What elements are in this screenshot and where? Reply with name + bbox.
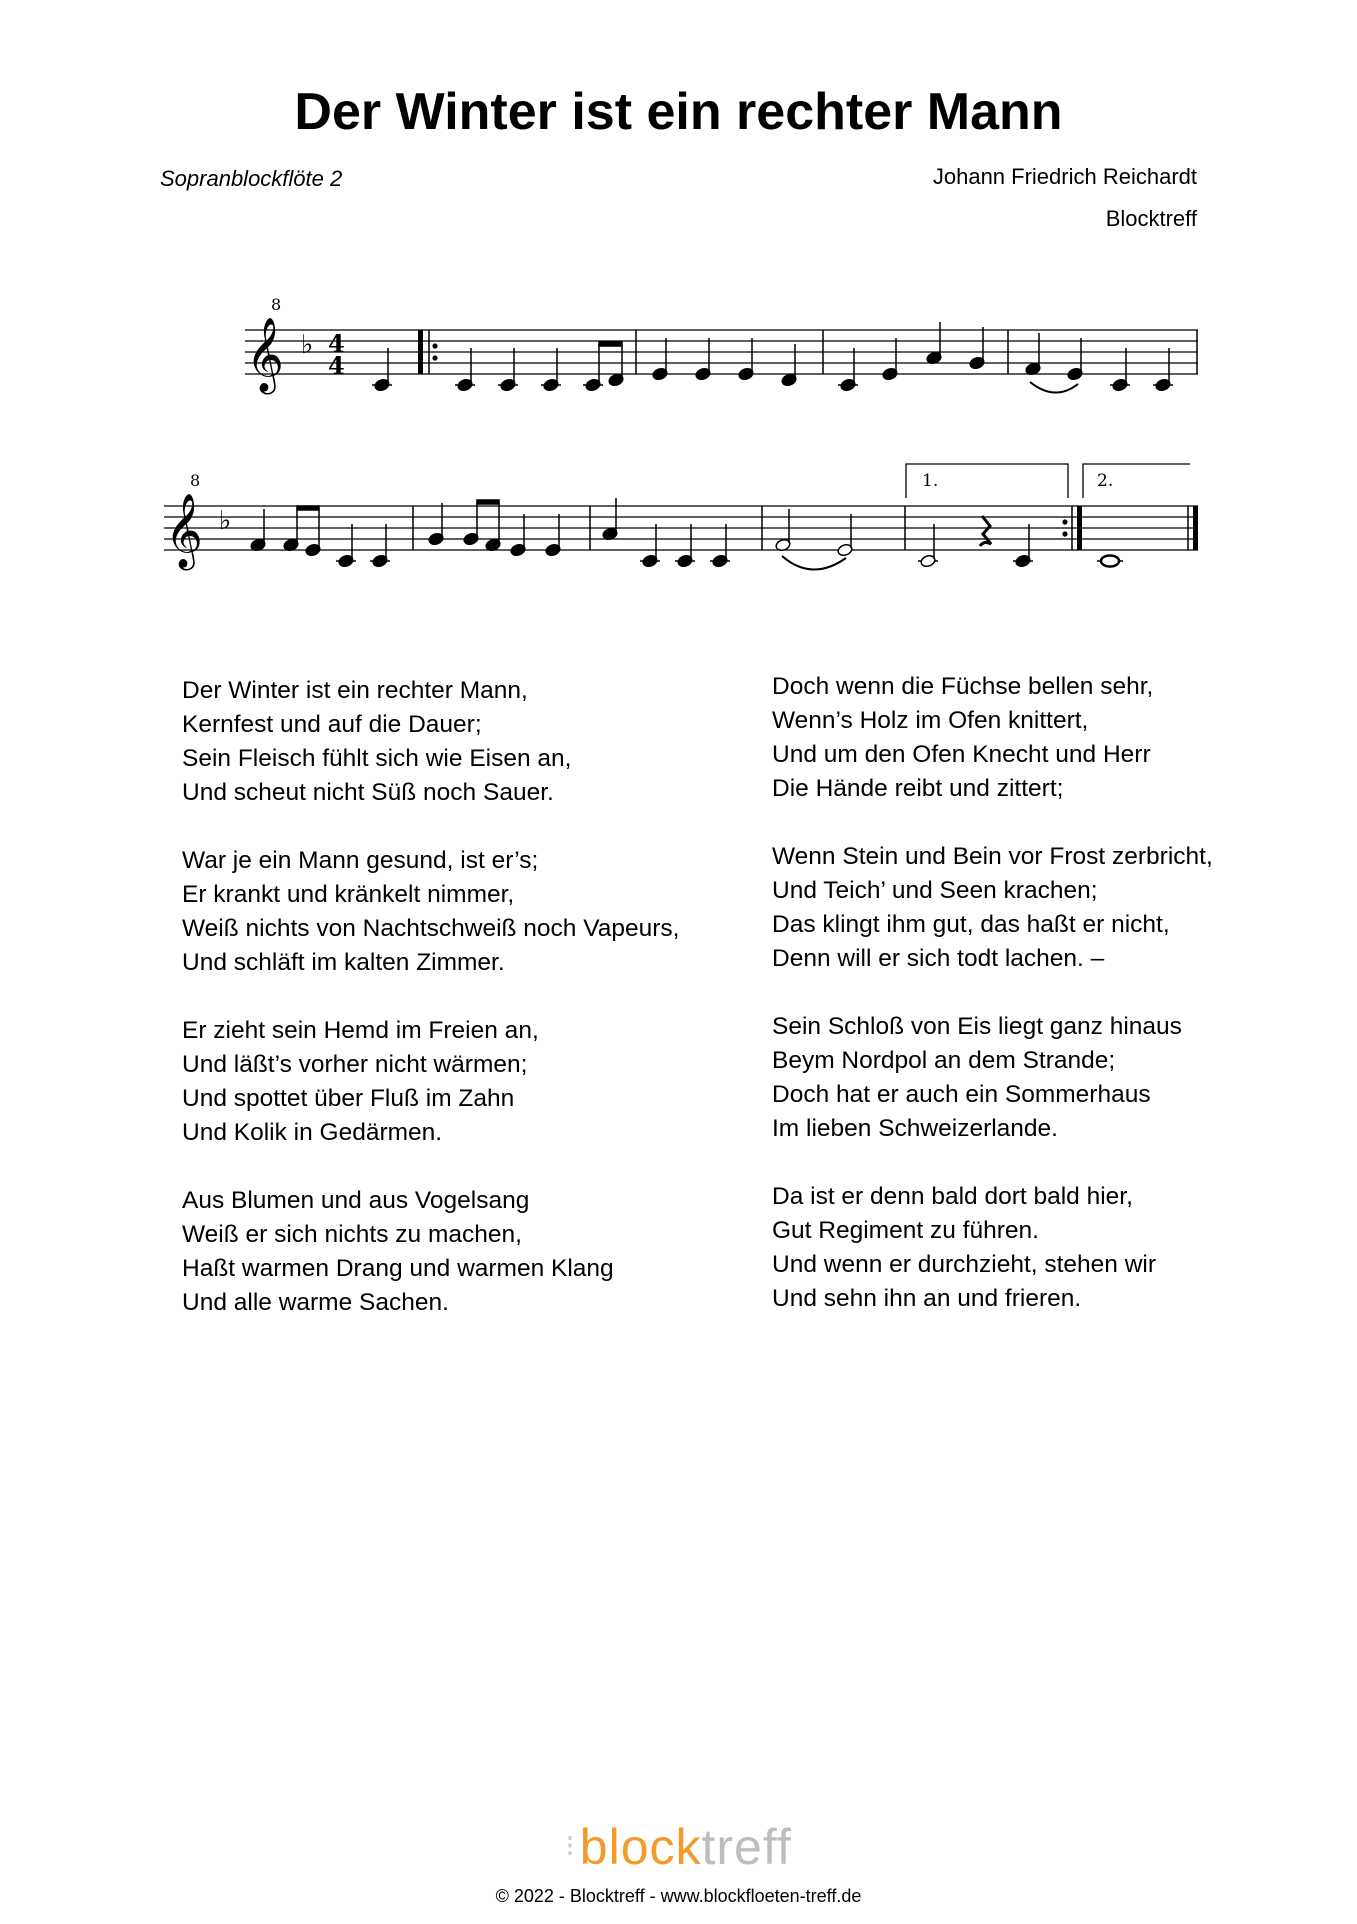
- lyric-line: Er zieht sein Hemd im Freien an,: [182, 1017, 539, 1044]
- lyric-line: Und sehn ihn an und frieren.: [772, 1285, 1082, 1312]
- verses-left-column: [182, 674, 679, 1354]
- time-signature-top: 4: [328, 329, 345, 358]
- notes-system-2: [250, 498, 1123, 568]
- lyric-line: Beym Nordpol an dem Strande;: [772, 1047, 1116, 1074]
- lyric-line: Und scheut nicht Süß noch Sauer.: [182, 779, 554, 806]
- lyric-line: War je ein Mann gesund, ist er’s;: [182, 847, 539, 874]
- clef-octave-label: 8: [271, 295, 282, 314]
- treble-clef-icon: 𝄞: [165, 494, 203, 568]
- lyric-line: Doch wenn die Füchse bellen sehr,: [772, 673, 1154, 700]
- lyric-line: Und schläft im kalten Zimmer.: [182, 949, 505, 976]
- verses-right-column: [772, 670, 1213, 1350]
- stanza: [772, 670, 1213, 806]
- lyric-line: Und alle warme Sachen.: [182, 1289, 449, 1316]
- lyric-line: Im lieben Schweizerlande.: [772, 1115, 1058, 1142]
- music-staff-system-1: [0, 280, 1357, 420]
- clef-octave-label: 8: [190, 471, 201, 490]
- lyric-line: Die Hände reibt und zittert;: [772, 775, 1064, 802]
- lyric-line: Doch hat er auch ein Sommerhaus: [772, 1081, 1151, 1108]
- lyric-line: Gut Regiment zu führen.: [772, 1217, 1039, 1244]
- lyric-line: Wenn’s Holz im Ofen knittert,: [772, 707, 1089, 734]
- flat-icon: ♭: [301, 330, 314, 360]
- notes-system-1: [372, 322, 1173, 392]
- stanza: [182, 1184, 679, 1320]
- music-staff-system-2: [0, 450, 1357, 590]
- lyric-line: Das klingt ihm gut, das haßt er nicht,: [772, 911, 1170, 938]
- lyric-line: Weiß nichts von Nachtschweiß noch Vapeurs,: [182, 915, 680, 942]
- volta-1-label: 1.: [922, 471, 939, 491]
- flat-icon: ♭: [219, 506, 232, 536]
- lyric-line: Und Kolik in Gedärmen.: [182, 1119, 443, 1146]
- treble-clef-icon: 𝄞: [246, 318, 284, 392]
- lyric-line: Sein Schloß von Eis liegt ganz hinaus: [772, 1013, 1182, 1040]
- footer-copyright: © 2022 - Blocktreff - www.blockfloeten-treff.de: [495, 1886, 862, 1906]
- lyric-line: Aus Blumen und aus Vogelsang: [182, 1187, 530, 1214]
- stanza: [182, 844, 679, 980]
- lyric-line: Der Winter ist ein rechter Mann,: [182, 677, 528, 704]
- logo-dots-icon: ⁝: [565, 1830, 576, 1863]
- stanza: [772, 840, 1213, 976]
- lyric-line: Da ist er denn bald dort bald hier,: [772, 1183, 1133, 1210]
- stanza: [182, 1014, 679, 1150]
- lyric-line: Haßt warmen Drang und warmen Klang: [182, 1255, 614, 1282]
- volta-2-label: 2.: [1097, 471, 1114, 491]
- logo-part-treff: treff: [701, 1819, 792, 1875]
- lyric-line: Er krankt und kränkelt nimmer,: [182, 881, 515, 908]
- lyric-line: Weiß er sich nichts zu machen,: [182, 1221, 522, 1248]
- lyric-line: Wenn Stein und Bein vor Frost zerbricht,: [772, 843, 1213, 870]
- time-signature-bottom: 4: [328, 351, 345, 380]
- lyric-line: Und spottet über Fluß im Zahn: [182, 1085, 515, 1112]
- lyric-line: Und läßt’s vorher nicht wärmen;: [182, 1051, 528, 1078]
- lyric-line: Kernfest und auf die Dauer;: [182, 711, 482, 738]
- arranger-label: Blocktreff: [1105, 206, 1197, 231]
- lyric-line: Und um den Ofen Knecht und Herr: [772, 741, 1151, 768]
- lyric-line: Und wenn er durchzieht, stehen wir: [772, 1251, 1157, 1278]
- instrument-label: Sopranblockflöte 2: [160, 166, 343, 191]
- composer-label: Johann Friedrich Reichardt: [932, 164, 1197, 189]
- lyric-line: Denn will er sich todt lachen. –: [772, 945, 1105, 972]
- blocktreff-logo: [0, 1818, 1357, 1876]
- quarter-rest-icon: [980, 516, 991, 546]
- logo-part-block: block: [579, 1819, 702, 1875]
- lyric-line: Sein Fleisch fühlt sich wie Eisen an,: [182, 745, 572, 772]
- stanza: [772, 1180, 1213, 1316]
- page-title: Der Winter ist ein rechter Mann: [294, 83, 1063, 141]
- stanza: [182, 674, 679, 810]
- stanza: [772, 1010, 1213, 1146]
- lyric-line: Und Teich’ und Seen krachen;: [772, 877, 1098, 904]
